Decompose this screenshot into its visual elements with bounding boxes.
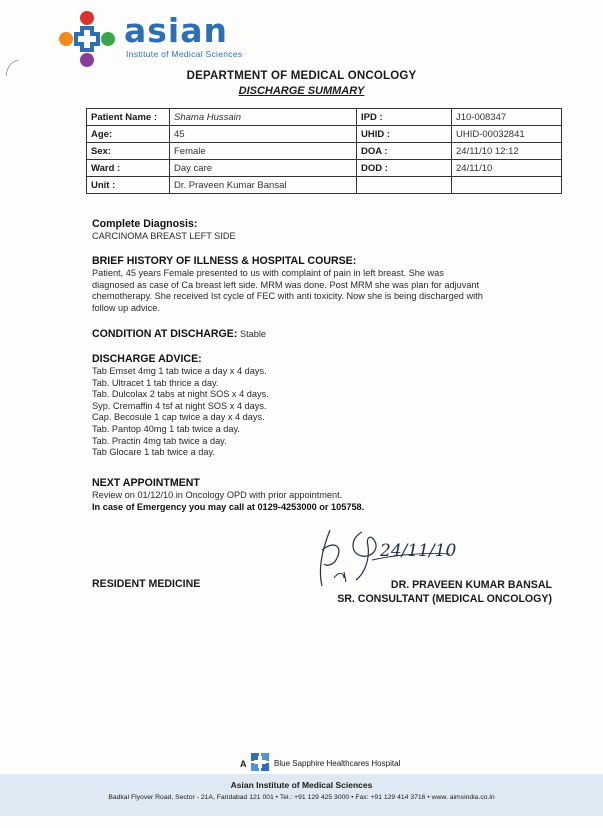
footer-hospital-name: Blue Sapphire Healthcares Hospital bbox=[274, 759, 401, 768]
table-row bbox=[87, 143, 562, 160]
blue-sapphire-logo-icon bbox=[250, 752, 270, 772]
history-line: chemotherapy. She received Ist cycle of FEC with anti toxicity. Now she is being discharged with bbox=[92, 291, 483, 302]
advice-item: Tab. Pantop 40mg 1 tab twice a day. bbox=[92, 423, 240, 434]
ipd-label: IPD : bbox=[357, 109, 452, 126]
medical-cross-logo-icon bbox=[58, 10, 116, 68]
age-label: Age: bbox=[87, 126, 170, 143]
appointment-heading: NEXT APPOINTMENT bbox=[92, 477, 200, 489]
footer-prefix: A bbox=[240, 759, 247, 769]
diagnosis-heading: Complete Diagnosis: bbox=[92, 218, 198, 230]
patient-name-value: Shama Hussain bbox=[170, 109, 357, 126]
resident-medicine-label: RESIDENT MEDICINE bbox=[92, 578, 201, 590]
patient-name-label: Patient Name : bbox=[87, 109, 170, 126]
history-line: diagnosed as case of Ca breast left side. MRM was done. Post MRM she was plan for adjuvant bbox=[92, 279, 480, 290]
dod-value: 24/11/10 bbox=[452, 160, 562, 177]
history-heading: BRIEF HISTORY OF ILLNESS & HOSPITAL COURSE: bbox=[92, 255, 357, 267]
doctor-name: DR. PRAVEEN KUMAR BANSAL bbox=[390, 579, 552, 591]
table-row bbox=[87, 126, 562, 143]
empty-value-cell bbox=[452, 177, 562, 194]
consultant-signature-block bbox=[292, 578, 552, 606]
hospital-logo bbox=[58, 6, 258, 68]
doa-value: 24/11/10 12:12 bbox=[452, 143, 562, 160]
brand-subtitle: Institute of Medical Sciences bbox=[126, 49, 243, 59]
table-row bbox=[87, 160, 562, 177]
ward-value: Day care bbox=[170, 160, 357, 177]
appointment-review: Review on 01/12/10 in Oncology OPD with prior appointment. bbox=[92, 490, 343, 500]
emergency-contact: In case of Emergency you may call at 0129-4253000 or 105758. bbox=[92, 501, 365, 512]
condition-heading: CONDITION AT DISCHARGE: bbox=[92, 328, 238, 340]
sex-label: Sex: bbox=[87, 143, 170, 160]
empty-label-cell bbox=[357, 177, 452, 194]
department-heading: DEPARTMENT OF MEDICAL ONCOLOGY bbox=[186, 70, 417, 82]
doa-label: DOA : bbox=[357, 143, 452, 160]
sex-value: Female bbox=[170, 143, 357, 160]
age-value: 45 bbox=[170, 126, 357, 143]
history-line: follow up advice. bbox=[92, 302, 160, 313]
dod-label: DOD : bbox=[357, 160, 452, 177]
diagnosis-section bbox=[92, 218, 562, 243]
unit-value: Dr. Praveen Kumar Bansal bbox=[170, 177, 357, 194]
history-line: Patient, 45 years Female presented to us with complaint of pain in left breast. She was bbox=[92, 268, 444, 278]
ipd-value: J10-008347 bbox=[452, 109, 562, 126]
diagnosis-text: CARCINOMA BREAST LEFT SIDE bbox=[92, 231, 236, 241]
document-title: DISCHARGE SUMMARY bbox=[238, 85, 365, 97]
uhid-value: UHID-00032841 bbox=[452, 126, 562, 143]
signature-date: 24/11/10 bbox=[380, 541, 457, 561]
unit-label: Unit : bbox=[87, 177, 170, 194]
patient-details-table bbox=[86, 108, 562, 194]
advice-item: Syp. Cremaffin 4 tsf at night SOS x 4 days. bbox=[92, 400, 267, 411]
advice-item: Tab. Dulcolax 2 tabs at night SOS x 4 days. bbox=[92, 389, 269, 400]
advice-item: Tab. Ultracet 1 tab thrice a day. bbox=[92, 377, 219, 388]
doctor-designation: SR. CONSULTANT (MEDICAL ONCOLOGY) bbox=[337, 593, 552, 605]
brand-name: asian bbox=[124, 11, 228, 50]
appointment-section bbox=[92, 477, 562, 513]
footer-address: Badkal Flyover Road, Sector - 21A, Faridabad 121 001 • Tel.: +91 129 425 3000 • Fax: +91 129 414 3716 • www. aimsindia.co.in bbox=[108, 794, 495, 801]
advice-item: Tab Emset 4mg 1 tab twice a day x 4 days. bbox=[92, 366, 267, 376]
condition-value: Stable bbox=[239, 329, 266, 339]
history-section bbox=[92, 255, 562, 314]
footer-institute-name: Asian Institute of Medical Sciences bbox=[230, 780, 373, 790]
table-row bbox=[87, 109, 562, 126]
advice-item: Tab Glocare 1 tab twice a day. bbox=[92, 447, 215, 458]
uhid-label: UHID : bbox=[357, 126, 452, 143]
condition-section bbox=[92, 329, 562, 341]
ward-label: Ward : bbox=[87, 160, 170, 177]
discharge-advice-section bbox=[92, 353, 562, 459]
advice-item: Tab. Practin 4mg tab twice a day. bbox=[92, 435, 227, 446]
table-row bbox=[87, 177, 562, 194]
advice-item: Cap. Becosule 1 cap twice a day x 4 days. bbox=[92, 412, 265, 423]
advice-heading: DISCHARGE ADVICE: bbox=[92, 353, 202, 365]
